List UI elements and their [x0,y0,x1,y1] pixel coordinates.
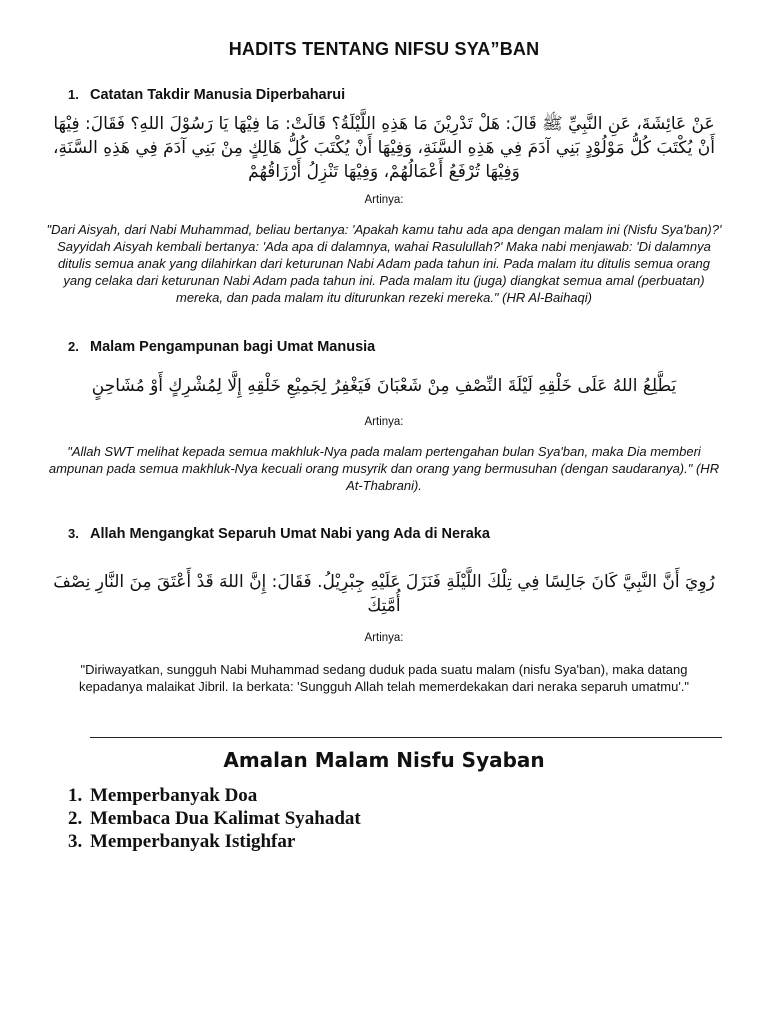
section-heading-text: Catatan Takdir Manusia Diperbaharui [90,87,346,103]
artinya-label-3: Artinya: [364,632,404,644]
artinya-label-2: Artinya: [364,416,404,428]
arabic-hadith-1: عَنْ عَائِشَةَ، عَنِ النَّبِيِّ ﷺ قَالَ: هَلْ تَدْرِيْنَ مَا هَذِهِ اللَّيْلَةُ؟ قَالَتْ: مَا فِيْهَا يَا رَسُوْلَ اللهِ؟ فَقَالَ: فِيْهَا أَنْ يُكْتَبَ كُلُّ مَوْلُوْدٍ بَنِي آدَمَ فِي هَذِهِ السَّنَةِ، وَفِيْهَا أَنْ يُكْتَبَ كُلُّ هَالِكٍ مِنْ بَنِي آدَمَ فِي هَذِهِ السَّنَةِ، وَفِيْهَا تُرْفَعُ أَعْمَالُهُمْ، وَفِيْهَا تَنْزِلُ أَرْزَاقُهُمْ [53,114,715,182]
list-item-number: 2. [68,808,83,829]
list-item-label: Memperbanyak Doa [90,785,258,806]
list-item-number: 3. [68,831,83,852]
page-title: HADITS TENTANG NIFSU SYA”BAN [228,39,540,59]
arabic-hadith-3: رُوِيَ أَنَّ النَّبِيَّ كَانَ جَالِسًا فِي تِلْكَ اللَّيْلَةِ فَنَزَلَ عَلَيْهِ جِبْرِيْلُ. فَقَالَ: إِنَّ اللهَ قَدْ أَعْتَقَ مِنَ النَّارِ نِصْفَ أُمَّتِكَ [53,572,715,616]
amalan-title: Amalan Malam Nisfu Syaban [223,748,545,772]
list-item-label: Memperbanyak Istighfar [90,831,296,852]
list-item-number: 1. [68,785,83,806]
translation-2: "Allah SWT melihat kepada semua makhluk-Nya pada malam pertengahan bulan Sya'ban, maka Dia memberi ampunan pada semua makhluk-Nya kecuali orang musyrik dan orang yang bermusuhan (dengan saudaranya)." (HR At-Thabrani). [48,444,720,493]
artinya-label-1: Artinya: [364,194,404,206]
list-item-label: Membaca Dua Kalimat Syahadat [90,808,361,829]
section-heading-1 [68,87,345,103]
amalan-list [68,784,361,853]
translation-3: "Diriwayatkan, sungguh Nabi Muhammad sedang duduk pada suatu malam (nisfu Sya'ban), maka datang kepadanya malaikat Jibril. Ia berkata: 'Sungguh Allah telah memerdekakan dari neraka separuh umatmu'." [78,662,690,694]
arabic-hadith-2: يَطَّلِعُ اللهُ عَلَى خَلْقِهِ لَيْلَةَ النِّصْفِ مِنْ شَعْبَانَ فَيَغْفِرُ لِجَمِيْعِ خَلْقِهِ إِلَّا لِمُشْرِكٍ أَوْ مُشَاحِنٍ [91,376,677,396]
list-item [68,807,361,830]
section-number: 1. [68,87,79,102]
section-number: 3. [68,526,79,541]
section-heading-2 [68,339,375,355]
list-item [68,784,361,807]
section-divider [90,737,722,738]
translation-1: "Dari Aisyah, dari Nabi Muhammad, beliau bertanya: 'Apakah kamu tahu ada apa dengan malam ini (Nisfu Sya'ban)?' Sayyidah Aisyah kembali bertanya: 'Ada apa di dalamnya, wahai Rasulullah?' Maka nabi menjawab: 'Di dalamnya ditulis semua anak yang dilahirkan dari keturunan Nabi Adam pada tahun ini. Pada malam itu ditulis semua orang yang celaka dari keturunan Nabi Adam pada tahun ini. Pada malam itu (juga) diangkat semua amal (perbuatan) mereka, dan pada malam itu diturunkan rezeki mereka." (HR Al-Baihaqi) [46,222,722,305]
section-heading-text: Allah Mengangkat Separuh Umat Nabi yang Ada di Neraka [90,526,490,542]
section-heading-3 [68,526,490,542]
list-item [68,830,361,853]
section-number: 2. [68,339,79,354]
section-heading-text: Malam Pengampunan bagi Umat Manusia [90,339,376,355]
